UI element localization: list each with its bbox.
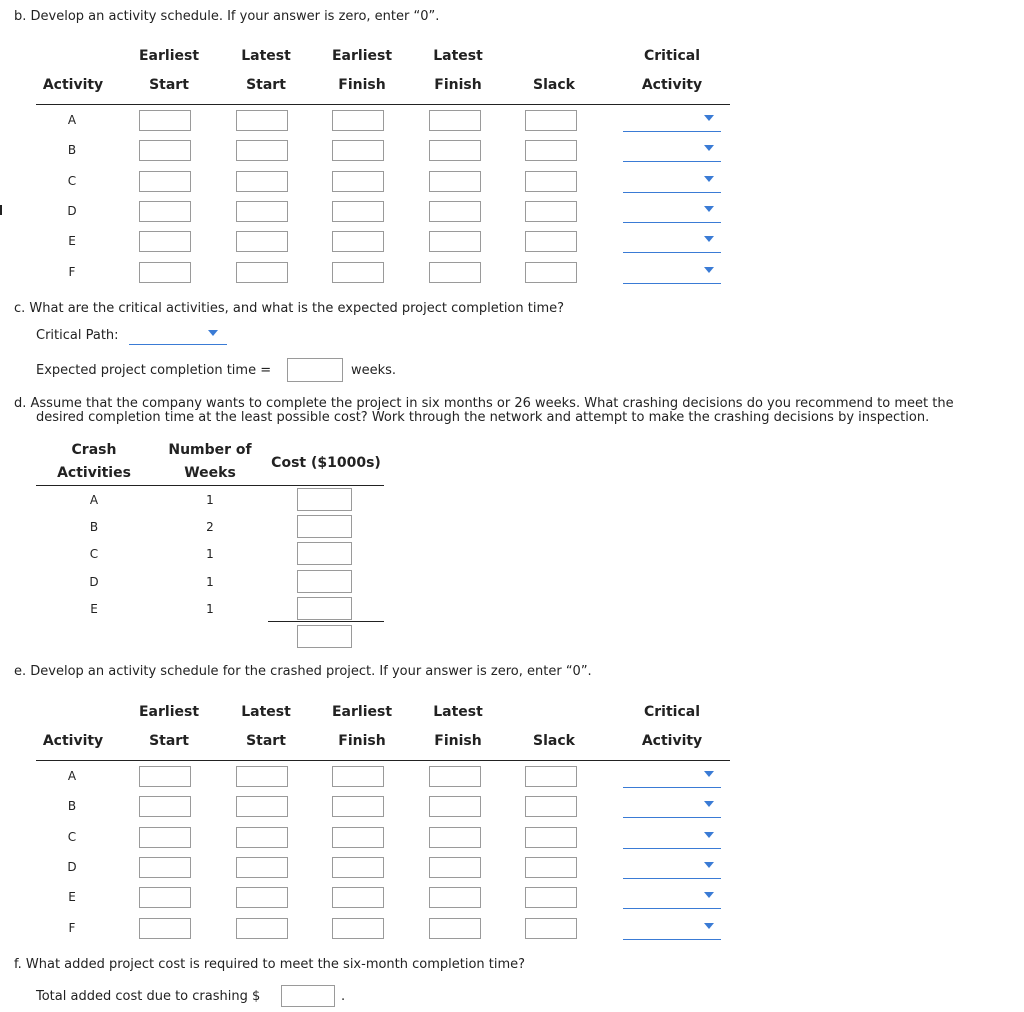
schedule-b-latest-finish-input[interactable] [429, 262, 481, 283]
schedule-e-latest-finish-input[interactable] [429, 796, 481, 817]
header-critical-1: Critical [643, 48, 701, 64]
schedule-b-earliest-start-input[interactable] [139, 262, 191, 283]
completion-time-label: Expected project completion time = [36, 363, 272, 378]
schedule-b-slack-input[interactable] [525, 231, 577, 252]
schedule-e-latest-start-input[interactable] [236, 796, 288, 817]
crash-total-rule [268, 621, 384, 622]
schedule-e-latest-start-input[interactable] [236, 857, 288, 878]
schedule-b-earliest-finish-input[interactable] [332, 171, 384, 192]
schedule-b-latest-finish-input[interactable] [429, 231, 481, 252]
chevron-down-icon [704, 771, 714, 777]
crash-weeks-value: 1 [206, 493, 214, 507]
page-edge-mark [0, 205, 2, 215]
header-weeks-2: Weeks [184, 465, 236, 481]
schedule-e-activity-label: E [68, 890, 76, 905]
schedule-e-earliest-start-input[interactable] [139, 827, 191, 848]
e-header-critical-2: Activity [641, 733, 703, 749]
crash-cost-input[interactable] [297, 515, 352, 538]
chevron-down-icon [704, 892, 714, 898]
schedule-e-latest-finish-input[interactable] [429, 887, 481, 908]
schedule-b-latest-start-input[interactable] [236, 140, 288, 161]
chevron-down-icon [208, 330, 218, 336]
e-header-latest-finish-1: Latest [433, 704, 483, 720]
crash-weeks-value: 1 [206, 601, 214, 616]
schedule-b-slack-input[interactable] [525, 201, 577, 222]
schedule-b-latest-finish-input[interactable] [429, 201, 481, 222]
header-activity: Activity [42, 77, 104, 93]
schedule-b-earliest-start-input[interactable] [139, 140, 191, 161]
crash-cost-input[interactable] [297, 488, 352, 511]
part-f-prompt: f. What added project cost is required to meet the six-month completion time? [14, 957, 526, 972]
schedule-e-activity-label: C [67, 829, 77, 844]
schedule-b-activity-label: C [67, 173, 77, 188]
schedule-e-latest-start-input[interactable] [236, 918, 288, 939]
schedule-e-latest-finish-input[interactable] [429, 857, 481, 878]
schedule-e-earliest-start-input[interactable] [139, 857, 191, 878]
e-header-latest-start-1: Latest [241, 704, 291, 720]
e-header-earliest-finish-1: Earliest [331, 704, 393, 720]
part-b-prompt: b. Develop an activity schedule. If your answer is zero, enter “0”. [14, 9, 440, 24]
schedule-b-earliest-finish-input[interactable] [332, 262, 384, 283]
schedule-b-activity-label: B [67, 143, 77, 158]
schedule-b-latest-finish-input[interactable] [429, 140, 481, 161]
completion-time-units: weeks. [351, 363, 397, 378]
schedule-b-latest-start-input[interactable] [236, 110, 288, 131]
schedule-e-slack-input[interactable] [525, 918, 577, 939]
schedule-b-activity-label: F [68, 264, 76, 279]
schedule-e-earliest-finish-input[interactable] [332, 887, 384, 908]
e-header-earliest-start-2: Start [149, 733, 189, 749]
e-header-slack: Slack [533, 733, 575, 749]
crash-cost-input[interactable] [297, 542, 352, 565]
schedule-e-earliest-finish-input[interactable] [332, 857, 384, 878]
schedule-b-latest-finish-input[interactable] [429, 110, 481, 131]
crash-activity-label: B [89, 520, 99, 535]
schedule-e-slack-input[interactable] [525, 766, 577, 787]
schedule-b-earliest-finish-input[interactable] [332, 140, 384, 161]
schedule-e-earliest-finish-input[interactable] [332, 918, 384, 939]
schedule-e-earliest-finish-input[interactable] [332, 766, 384, 787]
header-cost: Cost ($1000s) [271, 455, 381, 471]
header-latest-finish-2: Finish [434, 77, 482, 93]
e-header-rule [36, 760, 730, 761]
total-added-cost-suffix: . [341, 989, 346, 1004]
schedule-b-slack-input[interactable] [525, 140, 577, 161]
schedule-e-slack-input[interactable] [525, 796, 577, 817]
schedule-e-latest-finish-input[interactable] [429, 827, 481, 848]
header-critical-2: Activity [641, 77, 703, 93]
crash-activity-label: D [89, 574, 99, 589]
schedule-b-latest-start-input[interactable] [236, 201, 288, 222]
schedule-e-latest-start-input[interactable] [236, 827, 288, 848]
header-crash-2: Activities [57, 465, 131, 481]
chevron-down-icon [704, 236, 714, 242]
crash-cost-input[interactable] [297, 597, 352, 620]
e-header-earliest-start-1: Earliest [138, 704, 200, 720]
schedule-b-earliest-start-input[interactable] [139, 201, 191, 222]
crash-cost-input[interactable] [297, 570, 352, 593]
crash-activity-label: E [90, 601, 98, 616]
crash-weeks-value: 1 [206, 574, 214, 589]
e-header-activity: Activity [42, 733, 104, 749]
chevron-down-icon [704, 267, 714, 273]
schedule-e-slack-input[interactable] [525, 857, 577, 878]
crash-header-rule [36, 485, 384, 486]
header-earliest-finish-2: Finish [338, 77, 386, 93]
schedule-b-latest-start-input[interactable] [236, 262, 288, 283]
schedule-e-earliest-start-input[interactable] [139, 796, 191, 817]
schedule-b-activity-label: E [68, 234, 76, 249]
e-header-latest-start-2: Start [246, 733, 286, 749]
header-crash-1: Crash [71, 442, 117, 458]
crash-activity-label: A [89, 493, 99, 507]
crash-total-cost-input[interactable] [297, 625, 352, 648]
schedule-e-latest-start-input[interactable] [236, 766, 288, 787]
header-earliest-start-2: Start [149, 77, 189, 93]
schedule-b-latest-start-input[interactable] [236, 171, 288, 192]
chevron-down-icon [704, 801, 714, 807]
schedule-b-earliest-start-input[interactable] [139, 231, 191, 252]
header-latest-start-1: Latest [241, 48, 291, 64]
schedule-e-latest-start-input[interactable] [236, 887, 288, 908]
schedule-b-slack-input[interactable] [525, 171, 577, 192]
header-latest-finish-1: Latest [433, 48, 483, 64]
critical-path-label: Critical Path: [36, 328, 119, 343]
schedule-e-activity-label: A [67, 769, 77, 783]
part-d-prompt-line2: desired completion time at the least possible cost? Work through the network and attempt to make the crashing decisions by inspection. [36, 410, 930, 425]
schedule-e-latest-finish-input[interactable] [429, 918, 481, 939]
schedule-e-activity-label: D [67, 859, 77, 874]
schedule-b-earliest-finish-input[interactable] [332, 201, 384, 222]
chevron-down-icon [704, 206, 714, 212]
header-latest-start-2: Start [246, 77, 286, 93]
part-d-prompt-line1: d. Assume that the company wants to complete the project in six months or 26 weeks. What crashing decisions do you recommend to meet the [14, 396, 954, 411]
e-header-latest-finish-2: Finish [434, 733, 482, 749]
header-earliest-start-1: Earliest [138, 48, 200, 64]
schedule-e-earliest-finish-input[interactable] [332, 827, 384, 848]
chevron-down-icon [704, 115, 714, 121]
schedule-e-earliest-start-input[interactable] [139, 887, 191, 908]
crash-weeks-value: 1 [206, 547, 214, 562]
crash-activity-label: C [89, 547, 99, 562]
header-slack: Slack [533, 77, 575, 93]
header-earliest-finish-1: Earliest [331, 48, 393, 64]
chevron-down-icon [704, 923, 714, 929]
crash-weeks-value: 2 [206, 520, 214, 535]
header-weeks-1: Number of [168, 442, 252, 458]
total-added-cost-label: Total added cost due to crashing $ [36, 989, 261, 1004]
schedule-b-slack-input[interactable] [525, 110, 577, 131]
e-header-critical-1: Critical [643, 704, 701, 720]
schedule-e-earliest-start-input[interactable] [139, 766, 191, 787]
completion-time-input[interactable] [287, 358, 343, 382]
schedule-e-earliest-start-input[interactable] [139, 918, 191, 939]
schedule-b-latest-finish-input[interactable] [429, 171, 481, 192]
schedule-b-earliest-finish-input[interactable] [332, 110, 384, 131]
schedule-e-slack-input[interactable] [525, 827, 577, 848]
chevron-down-icon [704, 145, 714, 151]
schedule-b-activity-label: A [67, 113, 77, 127]
schedule-b-earliest-start-input[interactable] [139, 171, 191, 192]
schedule-e-latest-finish-input[interactable] [429, 766, 481, 787]
schedule-e-earliest-finish-input[interactable] [332, 796, 384, 817]
schedule-e-activity-label: F [68, 920, 76, 935]
schedule-b-slack-input[interactable] [525, 262, 577, 283]
schedule-b-earliest-start-input[interactable] [139, 110, 191, 131]
part-e-prompt: e. Develop an activity schedule for the crashed project. If your answer is zero, enter “0”. [14, 664, 592, 679]
schedule-e-slack-input[interactable] [525, 887, 577, 908]
header-rule [36, 104, 730, 105]
part-c-prompt: c. What are the critical activities, and what is the expected project completion time? [14, 301, 565, 316]
e-header-earliest-finish-2: Finish [338, 733, 386, 749]
chevron-down-icon [704, 176, 714, 182]
schedule-b-latest-start-input[interactable] [236, 231, 288, 252]
chevron-down-icon [704, 862, 714, 868]
chevron-down-icon [704, 832, 714, 838]
schedule-e-activity-label: B [67, 799, 77, 814]
schedule-b-activity-label: D [67, 203, 77, 218]
total-added-cost-input[interactable] [281, 985, 335, 1007]
schedule-b-earliest-finish-input[interactable] [332, 231, 384, 252]
